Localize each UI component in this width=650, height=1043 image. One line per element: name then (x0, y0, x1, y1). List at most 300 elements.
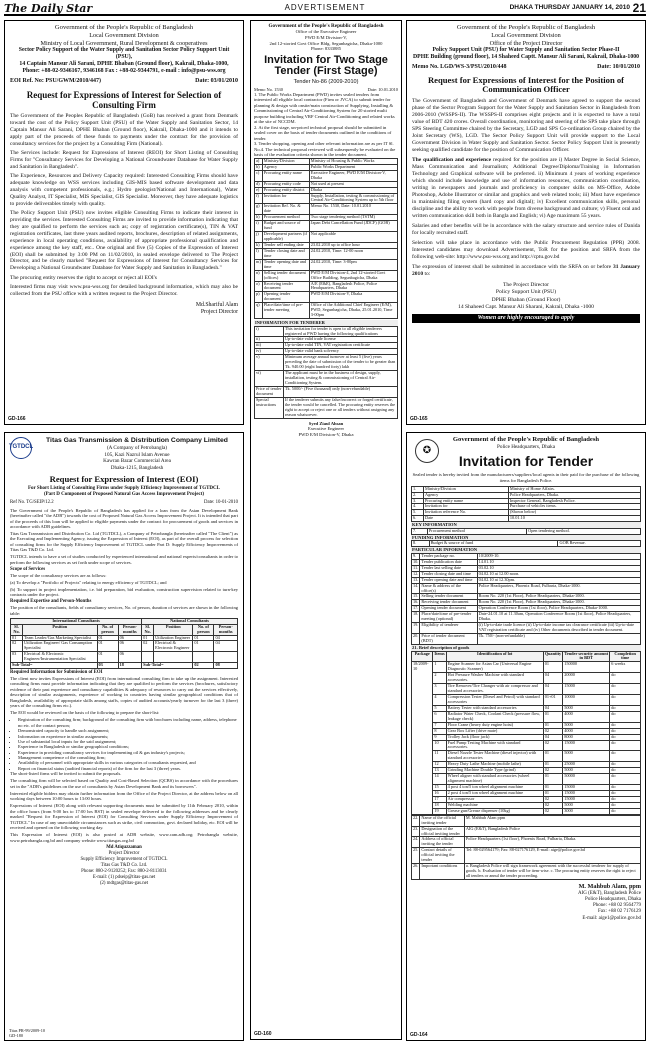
table-cell: 04 (214, 641, 238, 652)
table-cell: do (610, 740, 641, 751)
table-row (11, 652, 238, 663)
table-row (412, 751, 641, 762)
ad-intro: Sealed tender is hereby invited from the manufacturers/suppliers/local agents in their paid for the purchase of the following items for Bangladesh Police. (412, 472, 640, 484)
table-cell: Procuring entity name (262, 170, 309, 181)
table-cell: 5. (412, 510, 424, 516)
table-cell: 8 (433, 728, 446, 734)
table-cell: g) (255, 204, 263, 215)
table-cell: 2 post 4 ton/5 ton wheel alignment machine (446, 790, 543, 796)
table-cell: Operation Conference Room (1st floor), Police Headquarters, Dhaka-1000. (477, 606, 640, 612)
table-cell: 04 (543, 684, 562, 695)
paragraph: The scope of the consultancy services are as follows: (10, 572, 107, 578)
contact-address (412, 282, 640, 311)
table-cell: do (610, 728, 641, 734)
table-cell: Hot Pressure Washer Machine with standard accessories. (446, 673, 543, 684)
ad-header: Phone: 8333885 (311, 46, 341, 52)
table-cell: 11 (433, 751, 446, 762)
table-cell: 5 (433, 705, 446, 711)
table-cell: Selling tender document (offices) (262, 270, 309, 281)
list-item: • Experience in Bangladesh or similar geographical conditions; (18, 744, 238, 749)
table-row (412, 826, 641, 837)
signatory-email: (2) mdtgas@titas-gas.net (99, 880, 149, 886)
table-cell: p) (255, 292, 263, 303)
table-cell: Tel: 88-029564179; Fax: 88-027176129, E-mail: aige@police.gov.bd (464, 848, 640, 864)
table-cell: Receiving tender document (420, 600, 477, 606)
ad-header: Ministry of Local Government, Rural Development & cooperatives (40, 39, 208, 47)
table-cell: 23.02.2010 up to office hour (309, 242, 397, 248)
table-cell: iii) (255, 343, 284, 349)
table-cell: Price of tender document (BDT) (420, 634, 477, 645)
table-cell: Open tendering method. (527, 528, 641, 534)
table-cell: This invitation for tender is open to all eligible tenderers registered at PWD having the following qualifications (283, 326, 397, 337)
table-cell: Up-to-date valid bank solvency (283, 349, 397, 355)
table-cell: 01 (543, 774, 562, 785)
table-cell: Tk. 750/- (non-refundable) (477, 634, 640, 645)
table-cell: Electrical & Electronic Engineer (154, 641, 193, 652)
table-header-row (412, 651, 641, 662)
table-cell: If the tenderer submits any false/incorrect or forged certificate, the tender would be cancelled. The procuring entity reserves the right to accept or reject one or all tenders without assigning any reason whatsoever. (283, 397, 397, 418)
signatory-phone: Phone: +88 02 9564779 (593, 903, 641, 909)
table-cell: Opening tender document (262, 292, 309, 303)
table-cell: do (610, 695, 641, 706)
table-cell: Tender opening date and time (420, 577, 477, 583)
tender-info-table (254, 158, 398, 319)
table-row (255, 292, 398, 303)
table-cell: Grinding Machine Double Type (grind) (446, 768, 543, 774)
ad-header: Government of the People's Republic of Bangladesh (456, 24, 596, 31)
section-heading: Scope of Services (10, 566, 46, 572)
table-cell: 8. (412, 541, 430, 547)
table-row (412, 837, 641, 848)
ad-footer (9, 1028, 45, 1038)
paragraph: The Policy Support Unit (PSU) now invites eligible Consulting Firms to indicate their interest in providing the services. Interested Consulting Firms are invited to provide information indicating that they are qualified to perform the services such as; copy of registration certificate(s), TIN & VAT registration certificates, last three years audited reports, brochures, description of related assignments, experience in local operating conditions, availability of appropriate professional qualification and experience among the key staff, etc.. One original and five (5) Copies of the Expression of Interest (EOI) shall be submitted by 3:00 PM on 11/02/2010, in sealed envelope delivered to The Project Director, and be clearly marked "Request for Expressions of Interest for Consultancy Services for Developing a National Groundwater Database for Water Supply and Sanitation in Bangladesh." (10, 210, 238, 272)
table-cell: 01 (543, 762, 562, 768)
table-cell: Procurement method (262, 215, 309, 221)
table-row (255, 386, 398, 397)
table-cell: Important conditions (420, 864, 464, 880)
table-cell: 04 (543, 705, 562, 711)
signatory-name: Md Atiquzzaman (106, 845, 142, 851)
table-cell: 01 (543, 662, 562, 673)
table-cell: Minimum average annual turnover at least 5 (five) years preceding the date of submission of the tender to be greater than Tk. 940.00 (eight hundred forty) lakh (283, 355, 397, 371)
table-cell: j) (255, 232, 263, 243)
table-cell: Utilization Engineer (154, 635, 193, 641)
table-cell: 02 (142, 641, 154, 652)
table-row (255, 371, 398, 387)
signatory-line: Titas Gas T&D Co. Ltd. (100, 863, 148, 869)
table-cell: Engine Scanner for Asian Car (Universal Engine Diagnostic Scanner) (446, 662, 543, 673)
table-cell: (Shown below) (508, 510, 640, 516)
table-cell: do (610, 785, 641, 791)
table-cell: 4. (412, 504, 424, 510)
table-cell: 2. (412, 492, 424, 498)
section-heading: FUNDING INFORMATION (411, 535, 641, 541)
table-cell: 06 (118, 652, 142, 663)
table-cell: Agency (423, 492, 508, 498)
company-line: Kawran Bazar Commercial Area (103, 458, 171, 465)
table-cell: 15000 (563, 790, 610, 796)
table-cell: 24.02.2010, Time: 3-00pm (309, 259, 397, 270)
table-cell: The applicant must be in the business of design, supply, installation, testing & commissioning of Central Air-Conditioning System. (283, 371, 397, 387)
criteria-list (18, 717, 238, 771)
scope-item: (b) To support in project implementation, i.e. bid preparation, bid evaluation, construction supervision related to turn-key contracts under the project. (10, 586, 238, 598)
table-cell: 04 (543, 734, 562, 740)
qualification-lead: The qualification and experience (412, 157, 492, 164)
table-cell: Procuring entity code (262, 181, 309, 187)
table-cell: Grease gun/Grease dispenser (10kg) (446, 808, 543, 814)
table-cell: 15. (413, 593, 419, 599)
table-cell: 01 (193, 641, 214, 652)
table-cell (214, 652, 238, 663)
table-cell: 15000 (563, 796, 610, 802)
table-cell: 24.02.2010, Time: 12-00 noon (309, 248, 397, 259)
table-cell: Radiator Water Check, Coolant Check (pressure flow, leakage check) (446, 711, 543, 722)
pr-number: Titas PR-99/2009-10 (9, 1027, 46, 1033)
table-cell (154, 652, 193, 663)
table-cell: 14 (433, 774, 446, 785)
table-row (412, 815, 641, 826)
memo-date: Date: 10.01.2010 (367, 86, 398, 92)
company-address (36, 437, 238, 471)
table-cell: Special instructions (255, 397, 284, 418)
table-cell: Police Headquarters (1st floor), Phoenix Road, Fulbaria, Dhaka. (464, 837, 640, 848)
table-header: Sl. No. (142, 624, 154, 635)
table-cell: Agency (262, 164, 309, 170)
table-row (412, 528, 641, 534)
table-cell: Inspector General, Bangladesh Police. (508, 498, 640, 504)
official-info-table (411, 815, 641, 880)
table-cell: Contact details of official inviting the tender (420, 848, 464, 864)
table-header: Person-months (214, 624, 238, 635)
ad-subtitle: For Short Listing of Consulting Firms under Supply Efficiency Improvement of TGTDCL (27, 485, 220, 491)
table-cell: 5000 (563, 768, 610, 774)
signatory-email: E-mail: (1) pdseip@titas-gas.net (92, 874, 156, 880)
ref-number: EOI Ref. No: PSU/GWM/2010/447) (10, 78, 101, 85)
ad-header: Government of the People's Republic of Bangladesh (54, 24, 194, 31)
table-row (412, 684, 641, 695)
table-cell: Eligibility of tenderer (420, 623, 477, 634)
qualification-text: required for the position are i) Master Degree in Social Science, Mass Communication and Journalism; Additional Degree/Diploma/Training in Information Technology and Graphical software will be preferred. ii) Minimum 4 years of working experience which should include knowledge and use of information resources, communication coordination, writing in newspapers and journals and proficiency in computer skills on MS-Office, Adobe Photoshop, Adobe Illustrator or similar and graphics and web related tools; iii) Must have experience in maintaining filing system (hard copy and digital); iv) Excellent communication skills, personal discipline and the ability to work with people from diverse background and culture; v) Fluent oral and written communication skill both in Bangla and English; vi) Age maximum 55 years. (412, 157, 640, 220)
memo-number: Memo No. LGD/WS-3/PSU/2010/448 (412, 64, 507, 71)
table-cell: Room No. 220 (1st Floor), Police Headquarters, Dhaka-1000. (477, 600, 640, 606)
table-cell: Opening tender document (420, 606, 477, 612)
table-cell: Air compressor (446, 796, 543, 802)
table-cell: 01 (543, 790, 562, 796)
table-cell: AIG (E&T), Bangladesh Police (464, 826, 640, 837)
table-cell: 20000 (563, 673, 610, 684)
table-cell: Price of tender document (255, 386, 284, 397)
table-cell: 16 (433, 790, 446, 796)
table-header: Person-months (118, 624, 142, 635)
table-row (255, 221, 398, 232)
paragraph: The EOI would be reviewed on the basis of the following to prepare the short-list: (10, 710, 160, 716)
list-item: • Availability of personnel with appropriate skills in various categories of consultants requested, and (18, 760, 238, 765)
table-cell: 50000 (563, 774, 610, 785)
table-cell: o) (255, 281, 263, 292)
table-cell: Ministry/Division (262, 158, 309, 164)
table-cell: 08 (214, 663, 238, 669)
table-cell: 02 (543, 740, 562, 751)
table-row (412, 623, 641, 634)
goods-table (411, 651, 641, 815)
table-cell: Memo No. 1530, Date: 10.01.2010 (309, 204, 397, 215)
table-cell: Welding machine (446, 802, 543, 808)
table-cell: Sub-Total= (11, 663, 98, 669)
table-cell: 02 (543, 768, 562, 774)
table-cell: 4000 (563, 711, 610, 722)
table-cell: do (610, 722, 641, 728)
table-cell: 19. (412, 623, 420, 634)
table-cell: Japan Debt Cancellation Fund (JDCF) (GOB) (309, 221, 397, 232)
ad-police-invitation-tender (406, 432, 646, 1041)
table-cell: Tender sell ending date (262, 242, 309, 248)
table-row (255, 355, 398, 371)
paragraph: The client now invites Expressions of Interest (EOI) from international consulting firm to take up the assignment. Interested consulting firms must provide information indicating that they are qualified to perform the services (brochures, satisfactory evidence of their past experience and consultancy capabilities & adequacy of resources to carry out the services effectively, description of similar assignments, experience of working in countries having similar geographical conditions that of Bangladesh, availability of appropriate skills among staffs, copies of audited accounts/yearly turnover for the last 3 (three) years of the consulting firms etc.). (10, 675, 238, 709)
table-cell: 10000 (563, 695, 610, 706)
table-cell: iv) (255, 349, 284, 355)
table-cell: Procurement method (427, 528, 526, 534)
table-cell: 150000 (563, 662, 610, 673)
ad-code: GD-164 (410, 1031, 428, 1038)
list-item: • Information on experience in similar assignments; (18, 734, 238, 739)
paragraph: The Services include: Request for Expressions of Interest (REOI) for Short Listing of Consulting Firms for "Consultancy Services for Developing a National Groundwater Database for Water Supply and Sanitation in Bangladesh". (10, 150, 238, 171)
ad-code: GD-165 (410, 415, 428, 422)
table-cell: 18 (118, 663, 142, 669)
table-cell: b) (255, 164, 263, 170)
ad-header: Office of the Executive Engineer (295, 29, 357, 35)
section-heading: INFORMATION FOR TENDERER (254, 320, 398, 325)
table-cell: 06 (118, 635, 142, 641)
table-row (11, 641, 238, 652)
signature-block (411, 883, 641, 922)
table-header: No. of person (193, 624, 214, 635)
ad-title: Invitation for Two Stage Tender (First Stage) (264, 53, 388, 78)
table-row (412, 848, 641, 864)
table-cell: Compression Tester (Diesel and Petrol) with standard accessories (446, 695, 543, 706)
table-cell: 01 (543, 722, 562, 728)
table-cell: 16. (413, 599, 419, 605)
company-line: Dhaka-1215, Bangladesh (110, 464, 164, 471)
table-cell: Battery Tester with standard accessories (446, 705, 543, 711)
ad-header: 2nd 12-storied Govt Office Bldg, Segunbagicha, Dhaka-1000 (269, 40, 383, 46)
table-cell: Invitation reference No. (423, 510, 508, 516)
ad-header: PWD E/M Division-V, (305, 34, 347, 40)
table-cell: Room No. 220 (1st Floor), Police Headquarters, Dhaka-1000. (477, 594, 640, 600)
table-cell: 25. (412, 848, 420, 864)
ref-line (10, 500, 238, 506)
ad-title: Request for Expressions of Interest for the Position of Communication Officer (427, 74, 625, 95)
table-row (412, 774, 641, 785)
table-cell: Police Headquarters, Phoenix Road, Fulbaria, Dhaka-1000. (477, 583, 640, 594)
paragraph: Selection will take place in accordance with the Public Procurement Regulation (PPR) 2008. Interested candidates may download Advertisement, ToR for the position and SRFA from the following web-site: http://www.psu-wss.org and http://cptu.gov.bd (412, 240, 640, 261)
table-header: Sl. No. (11, 624, 23, 635)
table-cell: 9 (433, 734, 446, 740)
table-row (255, 259, 398, 270)
table-header: Completion time (610, 651, 641, 662)
table-cell: Not applicable (309, 232, 397, 243)
table-cell: M. Mahbub Alam ppm (464, 815, 640, 826)
section-heading: 21. Brief description of goods (411, 645, 641, 651)
particular-info-table (411, 553, 641, 645)
ad-title: Request for Expressions of Interest for Selection of Consulting Firm (26, 89, 222, 111)
ad-header: DPHE Building (ground floor), 14 Shaheed Captt. Mansur Ali Sarani, Kakrail, Dhaka-1000 (412, 54, 640, 61)
section-heading: Required Information for Submission of EOI (10, 670, 103, 676)
table-cell: Tender last selling date (420, 565, 477, 571)
page-number: 21 (632, 1, 646, 15)
list-item: • Registration of the consulting firm; background of the consulting firm with brochures including name, address, telephone no etc. of the contact person; (18, 717, 238, 728)
table-row (255, 270, 398, 281)
key-info-table (411, 528, 641, 535)
paragraph: The Government of Bangladesh and Government of Denmark have agreed to support the second phase of the Sector Program Support for the Water Supply and Sanitation Sector in Bangladesh from 2006-2010 (WSSPS-II). The WSSPS-II comprises eight projects and it is expected to have a total value of BDT 420 crores. Overall coordination, monitoring and steering of the SPS take place through SPS Steering Committee chaired by the Secretary, LGD and SPS Co-ordination Group chaired by the Joint Secretary (WS), LGD. The Sector Policy Support Unit will provide support to the Local Government Division in Water Supply and Sanitation Sector. Sector Policy Support Unit is presently seeking qualified candidate for the position of Communication Officer. (412, 98, 640, 154)
table-cell: Tk. 5000/- (Five thousand) only (non-refundable) (283, 386, 397, 397)
table-cell: 1. (412, 486, 424, 492)
paragraph: Titas Gas Transmission and Distribution Co. Ltd (TGTDCL), a Company of Petrobangla (hereinafter called "The Client") as the Executing and Implementing Agency, issuing the Expression of Interest (EOI), as part of the overall process for selection of consulting firms for the Supply Efficiency Improvement of TGTDCL under Part D: Supply Efficiency Improvements of Titas Gas T&D Co. Ltd. (10, 531, 238, 553)
list-item: • Management competence of the consulting firm; (18, 755, 238, 760)
table-row (255, 170, 398, 181)
ad-header: Local Government Division (89, 32, 159, 40)
contact-line: DPHE Bhaban (Ground Floor) (491, 296, 561, 303)
table-cell: Heavy Duty Lathe Machine (mobile lathe) (446, 762, 543, 768)
table-cell: Date (423, 516, 508, 522)
paragraph: Interested firms may visit www.psu-wss.org for detailed background information, which may also be collected from the PSU office with a written request to the Project Director. (10, 284, 238, 297)
table-cell: 2 (433, 673, 446, 684)
signatory-office: Police Headquarters, Dhaka (585, 896, 641, 902)
signatory-line: Supply Efficiency Improvement of TGTDCL (80, 857, 168, 863)
deadline-text-end: to: (423, 270, 431, 277)
table-cell: Budget and source of fund (262, 221, 309, 232)
table-cell: 5000 (563, 705, 610, 711)
table-cell: Public Works Department (309, 164, 397, 170)
table-cell: 01 (97, 635, 118, 641)
table-row (412, 662, 641, 673)
table-header-row (11, 624, 238, 635)
paragraph: 3. Tender shopping, opening and other relevant information are as per IT Sl. No.4. The technical proposal reviewed will subsequently be evaluated on the basis of the evaluation criteria shown in the tender document. (254, 141, 396, 158)
table-header: Identification of lot (446, 651, 543, 662)
table-cell: 18 (433, 802, 446, 808)
table-cell: Place/date/time of pre-tender meeting (262, 303, 309, 319)
table-cell: 7 (433, 722, 446, 728)
company-name: Titas Gas Transmission & Distribution Company Limited (46, 437, 228, 444)
table-cell: Two stage tendering method (TSTM) (309, 215, 397, 221)
table-cell: m) (255, 259, 263, 270)
table-cell: Name of the official inviting tender (420, 815, 464, 826)
table-cell: 01 (543, 785, 562, 791)
table-cell (193, 652, 214, 663)
table-cell: Procuring entity name (423, 498, 508, 504)
table-row (412, 673, 641, 684)
signatory-name: Syed Ziaul Ahsan (308, 420, 344, 426)
ad-psu-eoi-consulting-firm (4, 20, 244, 425)
table-cell: Ministry/Division (423, 486, 508, 492)
table-cell: 8000 (563, 734, 610, 740)
table-cell: Tender closing date and time (420, 571, 477, 577)
table-cell: q) (255, 303, 263, 319)
table-cell: 11. (413, 564, 419, 570)
eligibility-table (254, 326, 398, 419)
table-row (412, 541, 641, 547)
table-cell: Up-to-date valid TIN, VAT registration certificate (283, 343, 397, 349)
table-cell: k) (255, 242, 263, 248)
table-cell: 9. (412, 553, 420, 559)
table-cell: Gear Box Lifter (drive mate) (446, 728, 543, 734)
ad-header: 14 Captain Mansur Ali Sarani, DPHE Bhaban (Ground floor), Kakrail, Dhaka-1000, (19, 61, 229, 68)
signatory-email: E-mail: aige1@police.gov.bd (582, 915, 641, 921)
table-cell: 03.02.10 (477, 565, 640, 571)
table-row (255, 232, 398, 243)
table-row (412, 711, 641, 722)
table-cell: a) (255, 158, 263, 164)
table-cell: 24. (412, 837, 420, 848)
women-encouraged-banner: Women are highly encouraged to apply (412, 314, 640, 323)
government-emblem-icon: ✪ (415, 439, 439, 463)
table-cell: i) (255, 221, 263, 232)
signatory-title: AIG (E&T), Bangladesh Police (577, 890, 641, 896)
table-cell: 04.02.10 at 12.30pm. (477, 577, 640, 583)
table-cell: 01 (142, 635, 154, 641)
table-cell: Diesel Nozzle Tester Machine (diesel injector) with standard accessories (446, 751, 543, 762)
company-line: 105, Kazi Nazrul Islam Avenue (104, 451, 170, 458)
table-cell: a. Bangladesh Police will sign framework agreement with the successful tenderer for supply of goods. b. Evaluation of tender will be item-wise. c. The procuring entity reserves the right to reject all tenders or annul the tender proceeding. (464, 864, 640, 880)
table-cell: Sub-Total= (142, 663, 193, 669)
table-header: Quantity (543, 651, 562, 662)
table-cell: 4000 (563, 728, 610, 734)
table-cell: Receiving tender document (262, 281, 309, 292)
table-row (255, 397, 398, 418)
signatory-office: PWD E/M Division-V, Dhaka (298, 431, 354, 437)
memo-number: Memo No. 1530 (254, 86, 283, 92)
table-header: Tender security amount in BDT (564, 650, 609, 661)
table-cell: Procuring entity district (262, 187, 309, 193)
signatory-title: Project Director (108, 851, 140, 857)
table-cell: Tire Remover/Tire Changer with air compressor and standard accessories. (446, 684, 543, 695)
list-item: • Report on financial status (audited financial reports) of the firm for the last 3 (three) years. (18, 766, 238, 771)
table-row (412, 695, 641, 706)
ad-header: Phone: +88-02-9346167, 9346168 Fax : +88-02-9344791, e-mail : info@psu-wss.org (22, 68, 226, 75)
ad-title: Invitation for Tender (458, 453, 594, 470)
table-cell: Up-to-date valid trade license (283, 337, 397, 343)
contact-line: 14 Shaheed Capt. Mansur Ali Sharani, Kakrail, Dhaka -1000 (458, 303, 594, 310)
paragraph: The short-listed firms will be invited to submit the proposals. (10, 771, 122, 777)
table-header: Position (23, 624, 97, 635)
table-cell: vi) (255, 371, 284, 387)
ad-code: GD-160 (254, 1030, 272, 1037)
table-cell: 6. (412, 516, 424, 522)
table-cell: do (610, 808, 641, 814)
table-cell: 15000 (563, 740, 610, 751)
table-cell: Floor Crane (heavy duty engine hoist) (446, 722, 543, 728)
table-cell: 02 (543, 728, 562, 734)
list-item: • Use of substantial local inputs for the said assignment; (18, 739, 238, 744)
table-header: International Consultants (11, 618, 142, 624)
table-cell: h) (255, 215, 263, 221)
table-cell: Wheel aligner with standard accessories (wheel alignment machine) (446, 774, 543, 785)
table-row (412, 516, 641, 522)
table-cell: e) (255, 187, 263, 193)
table-cell: Name & address of the office(s) (420, 583, 477, 594)
table-cell: Dhaka (309, 187, 397, 193)
paragraph: The procuring entity reserves the right to accept or reject all EOI's (10, 274, 157, 281)
table-cell: 4 post 4 ton/5 ton wheel alignment machine (446, 785, 543, 791)
table-cell: do (610, 768, 641, 774)
ref-date: Date: 03/01/2010 (195, 78, 238, 85)
ad-header: Policy Support Unit (PSU) for Water Supply and Sanitation Sector Phase-II (432, 47, 620, 54)
table-row (255, 326, 398, 337)
table-row (412, 808, 641, 814)
paragraph: The position of the consultants, fields of consultancy services, No. of person, duration of services are shown in the following table: (10, 605, 238, 616)
ad-header: Government of the People's Republic of Bangladesh (268, 23, 384, 29)
table-row (255, 248, 398, 259)
consultants-table (10, 618, 238, 669)
